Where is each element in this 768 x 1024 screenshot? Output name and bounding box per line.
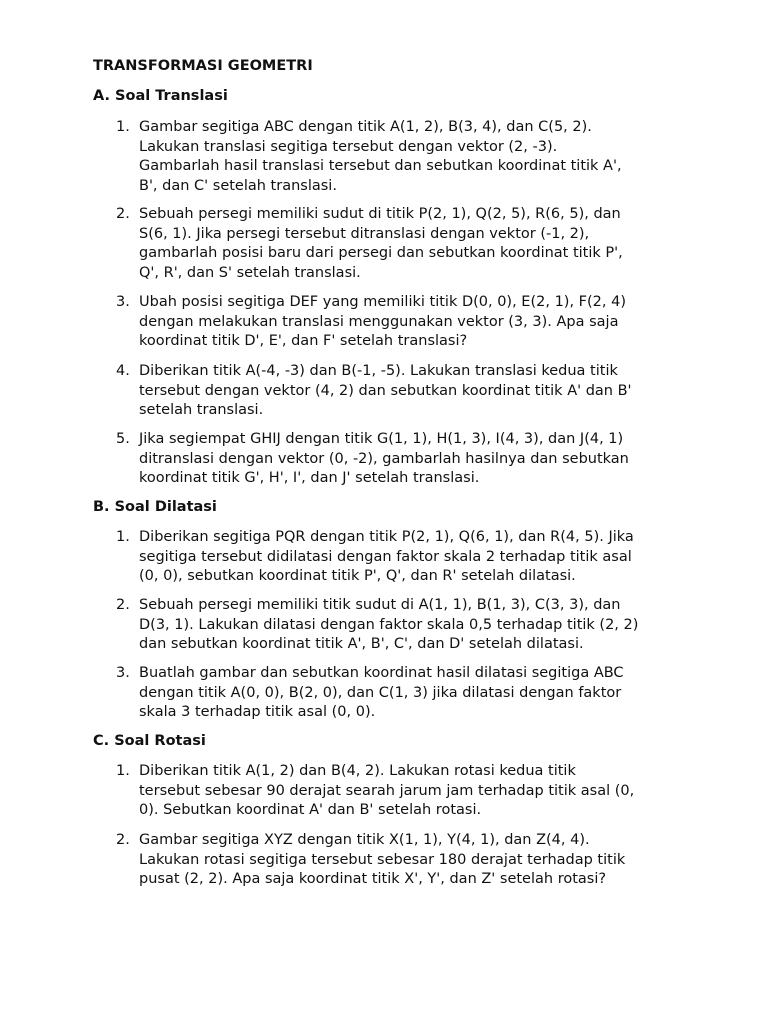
list-item — [116, 596, 676, 655]
item-number: 2. — [116, 206, 130, 222]
item-text: Buatlah gambar dan sebutkan koordinat hasil dilatasi segitiga ABC dengan titik A(0, 0), B(2, 0), dan C(1, 3) jika dilatasi dengan faktor skala 3 terhadap titik asal (0, 0). — [139, 665, 624, 721]
item-number: 3. — [116, 294, 130, 310]
item-text: Jika segiempat GHIJ dengan titik G(1, 1), H(1, 3), I(4, 3), dan J(4, 1) ditranslasi dengan vektor (0, -2), gambarlah hasilnya dan sebutkan koordinat titik G', H', I', dan J' setelah translasi. — [139, 431, 629, 487]
list-item — [116, 118, 676, 197]
list-item — [116, 362, 676, 421]
item-number: 1. — [116, 763, 130, 779]
list-item — [116, 430, 676, 489]
item-text: Diberikan titik A(1, 2) dan B(4, 2). Lakukan rotasi kedua titik tersebut sebesar 90 derajat searah jarum jam terhadap titik asal (0, 0). Sebutkan koordinat A' dan B' setelah rotasi. — [139, 763, 635, 819]
item-number: 1. — [116, 529, 130, 545]
list-item — [116, 205, 676, 284]
item-number: 5. — [116, 431, 130, 447]
section-heading-translasi: A. Soal Translasi — [93, 88, 228, 104]
item-text: Sebuah persegi memiliki sudut di titik P(2, 1), Q(2, 5), R(6, 5), dan S(6, 1). Jika persegi tersebut ditranslasi dengan vektor (-1, 2), gambarlah posisi baru dari persegi dan sebutkan koordinat titik P', Q', R', dan S' setelah translasi. — [139, 206, 623, 282]
list-item — [116, 762, 676, 821]
item-number: 2. — [116, 832, 130, 848]
item-number: 4. — [116, 363, 130, 379]
document-title: TRANSFORMASI GEOMETRI — [93, 58, 313, 74]
item-text: Diberikan segitiga PQR dengan titik P(2, 1), Q(6, 1), dan R(4, 5). Jika segitiga tersebut didilatasi dengan faktor skala 2 terhadap titik asal (0, 0), sebutkan koordinat titik P', Q', dan R' setelah dilatasi. — [139, 529, 634, 585]
list-item — [116, 528, 676, 587]
list-item — [116, 664, 676, 723]
item-text: Ubah posisi segitiga DEF yang memiliki titik D(0, 0), E(2, 1), F(2, 4) dengan melakukan translasi menggunakan vektor (3, 3). Apa saja koordinat titik D', E', dan F' setelah translasi? — [139, 294, 626, 350]
item-text: Diberikan titik A(-4, -3) dan B(-1, -5). Lakukan translasi kedua titik tersebut dengan vektor (4, 2) dan sebutkan koordinat titik A' dan B' setelah translasi. — [139, 363, 632, 419]
section-heading-dilatasi: B. Soal Dilatasi — [93, 499, 217, 515]
list-item — [116, 831, 676, 890]
item-number: 2. — [116, 597, 130, 613]
list-item — [116, 293, 676, 352]
item-number: 3. — [116, 665, 130, 681]
item-text: Gambar segitiga XYZ dengan titik X(1, 1), Y(4, 1), dan Z(4, 4). Lakukan rotasi segitiga tersebut sebesar 180 derajat terhadap titik pusat (2, 2). Apa saja koordinat titik X', Y', dan Z' setelah rotasi? — [139, 832, 626, 888]
section-heading-rotasi: C. Soal Rotasi — [93, 733, 206, 749]
item-text: Gambar segitiga ABC dengan titik A(1, 2), B(3, 4), dan C(5, 2). Lakukan translasi segitiga tersebut dengan vektor (2, -3). Gambarlah hasil translasi tersebut dan sebutkan koordinat titik A', B', dan C' setelah translasi. — [139, 119, 622, 195]
item-number: 1. — [116, 119, 130, 135]
item-text: Sebuah persegi memiliki titik sudut di A(1, 1), B(1, 3), C(3, 3), dan D(3, 1). Lakukan dilatasi dengan faktor skala 0,5 terhadap titik (2, 2) dan sebutkan koordinat titik A', B', C', dan D' setelah dilatasi. — [139, 597, 639, 653]
